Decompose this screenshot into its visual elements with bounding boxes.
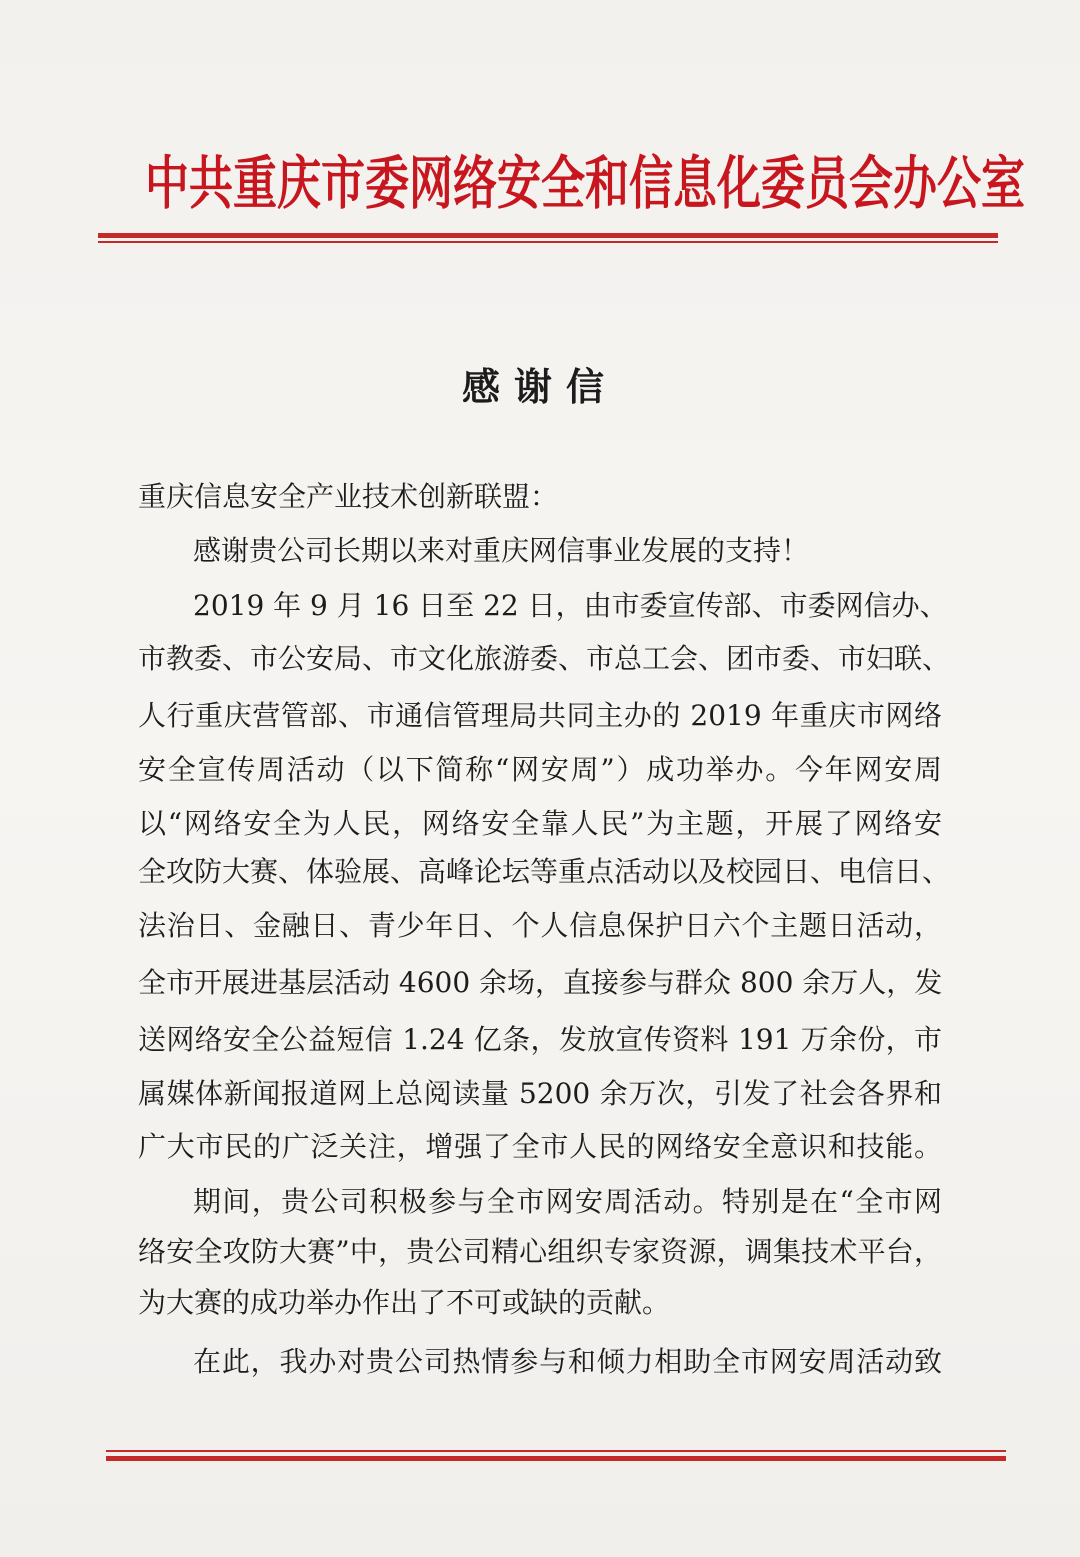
footer-rule-thick (106, 1456, 1006, 1461)
body-line: 以“网络安全为人民，网络安全靠人民”为主题，开展了网络安 (138, 807, 942, 840)
body-line: 为大赛的成功举办作出了不可或缺的贡献。 (138, 1286, 671, 1319)
body-line: 感谢贵公司长期以来对重庆网信事业发展的支持！ (193, 534, 810, 567)
body-line: 在此，我办对贵公司热情参与和倾力相助全市网安周活动致 (193, 1345, 942, 1378)
body-line: 属媒体新闻报道网上总阅读量 5200 余万次，引发了社会各界和 (138, 1077, 942, 1110)
body-line: 期间，贵公司积极参与全市网安周活动。特别是在“全市网 (193, 1185, 942, 1218)
body-line: 法治日、金融日、青少年日、个人信息保护日六个主题日活动， (138, 909, 942, 942)
body-line: 送网络安全公益短信 1.24 亿条，发放宣传资料 191 万余份，市 (138, 1023, 942, 1056)
header-rule-thick (98, 233, 998, 238)
letter-title: 感谢信 (461, 364, 618, 409)
header-rule-thin (98, 241, 998, 243)
body-line: 2019 年 9 月 16 日至 22 日，由市委宣传部、市委网信办、 (193, 589, 948, 622)
body-line: 全攻防大赛、体验展、高峰论坛等重点活动以及校园日、电信日、 (138, 855, 951, 888)
body-line: 人行重庆营管部、市通信管理局共同主办的 2019 年重庆市网络 (138, 699, 942, 732)
body-line: 市教委、市公安局、市文化旅游委、市总工会、团市委、市妇联、 (138, 642, 951, 675)
body-line: 络安全攻防大赛”中，贵公司精心组织专家资源，调集技术平台， (138, 1235, 942, 1268)
body-line: 安全宣传周活动（以下简称“网安周”）成功举办。今年网安周 (138, 753, 942, 786)
letter-recipient: 重庆信息安全产业技术创新联盟： (138, 480, 559, 513)
footer-rule-thin (106, 1450, 1006, 1452)
issuing-organization-header: 中共重庆市委网络安全和信息化委员会办公室 (145, 151, 1025, 218)
body-line: 全市开展进基层活动 4600 余场，直接参与群众 800 余万人，发 (138, 966, 943, 999)
body-line: 广大市民的广泛关注，增强了全市人民的网络安全意识和技能。 (138, 1130, 942, 1163)
